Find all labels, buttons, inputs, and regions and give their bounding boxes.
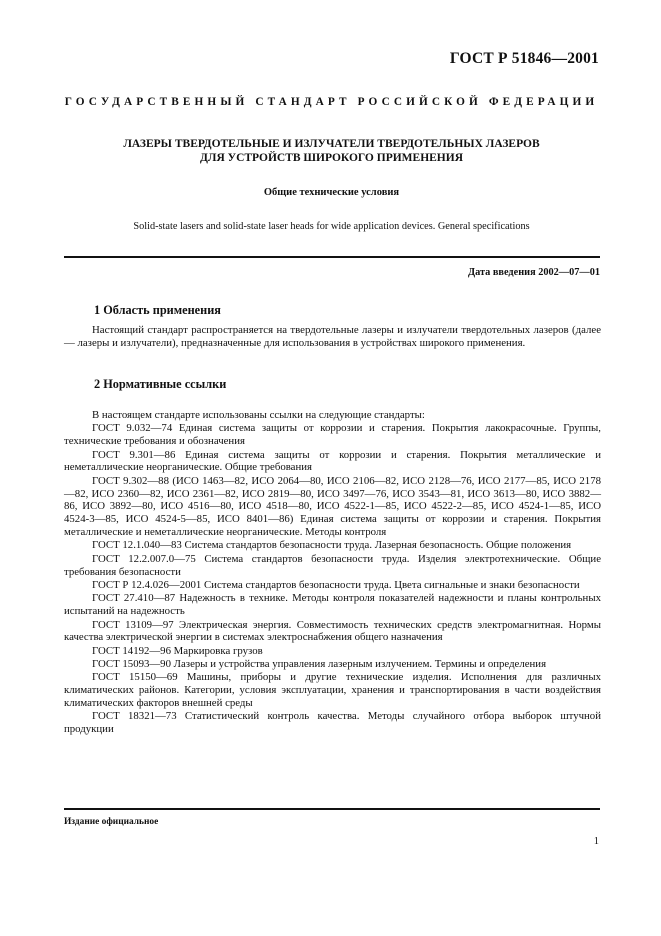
- reference-item: ГОСТ 27.410—87 Надежность в технике. Методы контроля показателей надежности и планы контрольных испытаний на надежность: [64, 592, 601, 618]
- section-1-heading: 1 Область применения: [94, 303, 221, 317]
- document-title: [64, 138, 599, 165]
- introduction-date: Дата введения 2002—07—01: [468, 267, 600, 278]
- document-subtitle: Общие технические условия: [263, 187, 400, 198]
- title-line-2: ДЛЯ УСТРОЙСТВ ШИРОКОГО ПРИМЕНЕНИЯ: [199, 151, 464, 164]
- reference-item: ГОСТ 9.302—88 (ИСО 1463—82, ИСО 2064—80, ИСО 2106—82, ИСО 2128—76, ИСО 2177—85, ИСО 2178—82, ИСО 2360—82, ИСО 2361—82, ИСО 2819—80, ИСО 3497—76, ИСО 3543—81, ИСО 3613—80, ИСО 3882—86, ИСО 3892—80, ИСО 4516—80, ИСО 4518—80, ИСО 4522-1—85, ИСО 4522-2—85, ИСО 4524-1—85, ИСО 4524-3—85, ИСО 4524-5—85, ИСО 8401—86) Единая система защиты от коррозии и старения. Покрытия металлические и неметаллические неорганические. Методы контроля: [64, 474, 601, 538]
- section-2-heading: 2 Нормативные ссылки: [94, 377, 227, 391]
- english-title: Solid-state lasers and solid-state laser heads for wide application devices. General specifications: [133, 221, 530, 232]
- page-number: 1: [593, 836, 599, 847]
- section-1-body: [64, 324, 601, 350]
- reference-item: ГОСТ 9.301—86 Единая система защиты от коррозии и старения. Покрытия металлические и неметаллические неорганические. Общие требования: [64, 448, 601, 474]
- document-number: ГОСТ Р 51846—2001: [449, 50, 599, 67]
- references-intro: В настоящем стандарте использованы ссылки на следующие стандарты:: [92, 409, 425, 421]
- official-edition-label: Издание официальное: [64, 817, 159, 827]
- header-divider: [64, 256, 600, 258]
- reference-item: ГОСТ 15150—69 Машины, приборы и другие технические изделия. Исполнения для различных климатических районов. Категории, условия эксплуатации, хранения и транспортирования в части воздействия климатических факторов внешней среды: [64, 671, 601, 710]
- reference-item: ГОСТ 13109—97 Электрическая энергия. Совместимость технических средств электромагнитная. Нормы качества электрической энергии в системах электроснабжения общего назначения: [64, 618, 601, 644]
- reference-item: ГОСТ 12.2.007.0—75 Система стандартов безопасности труда. Изделия электротехнические. Общие требования безопасности: [64, 552, 601, 578]
- section-1-paragraph: Настоящий стандарт распространяется на твердотельные лазеры и излучатели твердотельных лазеров (далее — лазеры и излучатели), предназначенные для использования в устройствах широкого применения.: [64, 324, 601, 349]
- reference-item: ГОСТ 14192—96 Маркировка грузов: [92, 644, 263, 657]
- reference-item: ГОСТ 9.032—74 Единая система защиты от коррозии и старения. Покрытия лакокрасочные. Группы, технические требования и обозначения: [64, 422, 601, 448]
- reference-item: ГОСТ 12.1.040—83 Система стандартов безопасности труда. Лазерная безопасность. Общие положения: [92, 539, 572, 552]
- standard-title: ГОСУДАРСТВЕННЫЙ СТАНДАРТ РОССИЙСКОЙ ФЕДЕРАЦИИ: [64, 96, 599, 108]
- reference-item: ГОСТ 18321—73 Статистический контроль качества. Методы случайного отбора выборок штучной продукции: [64, 710, 601, 736]
- title-line-1: ЛАЗЕРЫ ТВЕРДОТЕЛЬНЫЕ И ИЗЛУЧАТЕЛИ ТВЕРДОТЕЛЬНЫХ ЛАЗЕРОВ: [123, 138, 540, 150]
- reference-item: ГОСТ Р 12.4.026—2001 Система стандартов безопасности труда. Цвета сигнальные и знаки безопасности: [92, 578, 580, 591]
- section-2-body: [64, 409, 601, 737]
- reference-item: ГОСТ 15093—90 Лазеры и устройства управления лазерным излучением. Термины и определения: [92, 658, 547, 671]
- footer-divider: [64, 808, 600, 810]
